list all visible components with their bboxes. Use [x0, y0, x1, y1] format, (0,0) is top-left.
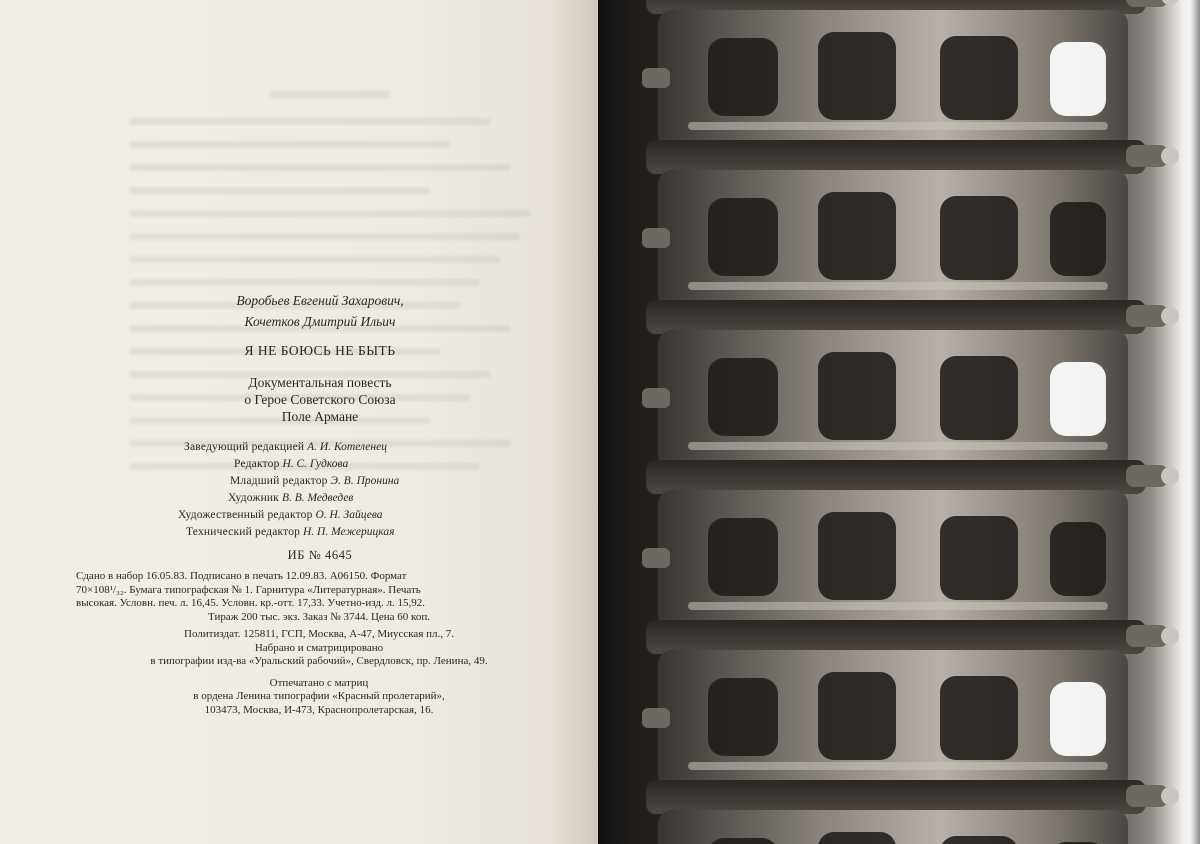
staff-role: Художественный редактор [178, 509, 313, 521]
staff-role: Художник [228, 492, 280, 504]
imprint-line: высокая. Условн. печ. л. 16,45. Условн. кр.-отт. 17,33. Учетно-изд. л. 15,92. [76, 597, 426, 609]
imprint-line: Сдано в набор 16.05.83. Подписано в печать 12.09.83. А06150. Формат [76, 570, 407, 582]
track-pin [642, 388, 670, 408]
track-pin-head [1161, 467, 1179, 485]
author-1: Воробьев Евгений Захарович, [236, 293, 404, 308]
track-link-joint [646, 620, 1146, 654]
staff-row [234, 458, 348, 470]
track-link-joint [646, 460, 1146, 494]
track-pin-head [1161, 787, 1179, 805]
track-pin [642, 548, 670, 568]
track-hole [940, 836, 1018, 844]
track-hole [818, 32, 896, 120]
track-pin [642, 228, 670, 248]
page-edge-shadow [1190, 0, 1200, 844]
imprint-line: в ордена Ленина типографии «Красный пролетарий», [193, 690, 445, 702]
staff-name: Э. В. Пронина [330, 475, 400, 487]
imprint-line: в типографии изд-ва «Уральский рабочий», Свердловск, пр. Ленина, 49. [150, 655, 488, 667]
subtitle-line-2: о Герое Советского Союза [244, 392, 396, 407]
staff-role: Младший редактор [230, 475, 328, 487]
track-pin [642, 708, 670, 728]
track-hole [818, 832, 896, 844]
track-hole [940, 676, 1018, 760]
staff-name: Н. П. Межерицкая [303, 526, 395, 538]
track-hole [818, 192, 896, 280]
track-link-joint [646, 780, 1146, 814]
imprint-line: 103473, Москва, И-473, Краснопролетарская, 16. [204, 703, 434, 716]
staff-name: А. И. Котеленец [307, 441, 387, 453]
track-ridge [688, 442, 1108, 450]
track-hole [818, 512, 896, 600]
track-hole [1050, 42, 1106, 116]
track-hole [1050, 202, 1106, 276]
staff-name: О. Н. Зайцева [315, 509, 383, 521]
track-pin-head [1161, 307, 1179, 325]
track-hole [708, 38, 778, 116]
staff-name: В. В. Медведев [281, 492, 354, 504]
track-ridge [688, 282, 1108, 290]
track-ridge [688, 122, 1108, 130]
imprint-line: Политиздат. 125811, ГСП, Москва, А-47, Миусская пл., 7. [184, 628, 454, 640]
track-hole [940, 356, 1018, 440]
right-page-illustration [598, 0, 1200, 844]
staff-role: Технический редактор [186, 526, 301, 538]
track-hole [818, 672, 896, 760]
track-hole [940, 196, 1018, 280]
staff-row [230, 475, 399, 487]
staff-row [178, 509, 383, 521]
imprint-block [76, 570, 562, 717]
track-link-joint [646, 300, 1146, 334]
track-hole [940, 36, 1018, 120]
track-hole [708, 198, 778, 276]
track-pin-head [1161, 147, 1179, 165]
staff-role: Заведующий редакцией [184, 441, 305, 453]
staff-row [184, 441, 387, 453]
staff-row [228, 492, 353, 504]
track-hole [708, 518, 778, 596]
imprint-line: Отпечатано с матриц [269, 676, 369, 689]
imprint-line: 70×108¹/₃₂. Бумага типографская № 1. Гарнитура «Литературная». Печать [76, 583, 421, 596]
left-page-colophon [0, 0, 598, 844]
staff-role: Редактор [234, 458, 280, 470]
book-title: Я НЕ БОЮСЬ НЕ БЫТЬ [244, 343, 396, 358]
imprint-line: Тираж 200 тыс. экз. Заказ № 3744. Цена 60 коп. [208, 610, 430, 623]
author-2: Кочетков Дмитрий Ильич [244, 314, 396, 329]
track-hole [818, 352, 896, 440]
track-hole [708, 678, 778, 756]
track-hole [1050, 682, 1106, 756]
track-hole [708, 358, 778, 436]
imprint-line: Набрано и сматрицировано [254, 641, 384, 654]
tank-track-photo [598, 0, 1200, 844]
staff-name: Н. С. Гудкова [282, 458, 349, 470]
track-ridge [688, 602, 1108, 610]
subtitle-line-1: Документальная повесть [248, 375, 392, 390]
track-hole [1050, 362, 1106, 436]
subtitle [140, 374, 500, 425]
authors [140, 290, 500, 332]
track-pin [642, 68, 670, 88]
track-hole [940, 516, 1018, 600]
ib-number: ИБ № 4645 [287, 548, 353, 562]
track-hole [1050, 522, 1106, 596]
track-pin-head [1161, 627, 1179, 645]
track-ridge [688, 762, 1108, 770]
subtitle-line-3: Поле Армане [281, 409, 359, 424]
staff-row [186, 526, 394, 538]
track-link-joint [646, 140, 1146, 174]
track-pin [1126, 0, 1168, 7]
